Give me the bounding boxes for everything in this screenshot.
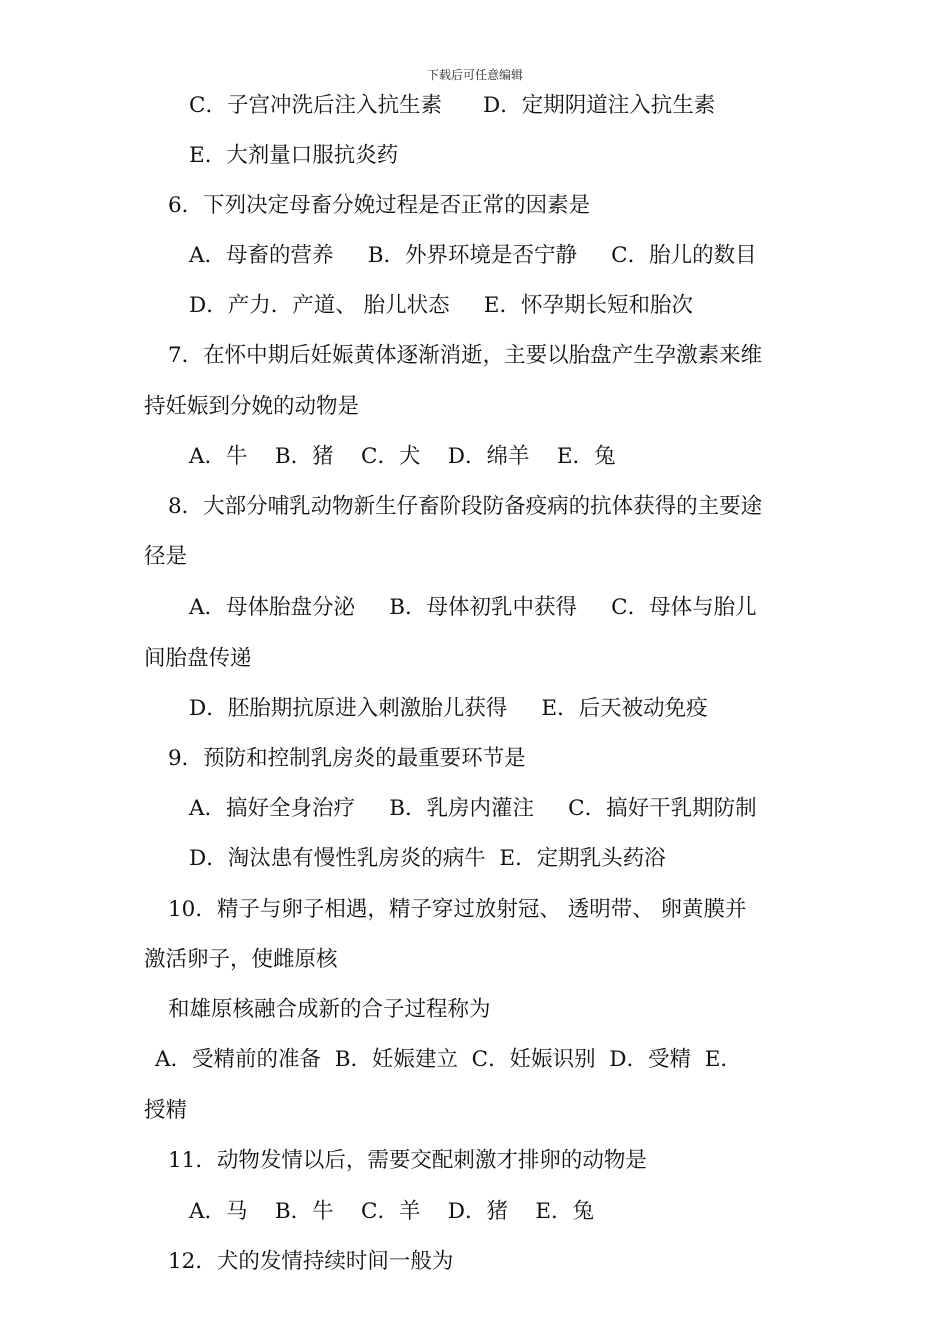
text-line: 12．犬的发情持续时间一般为 (168, 1249, 454, 1274)
text-line: A．受精前的准备 B．妊娠建立 C．妊娠识别 D．受精 E． (155, 1047, 742, 1072)
text-line: A．搞好全身治疗 B．乳房内灌注 C．搞好干乳期防制 (189, 796, 757, 821)
text-line: E．大剂量口服抗炎药 (189, 143, 399, 168)
text-line: 10．精子与卵子相遇，精子穿过放射冠、 透明带、 卵黄膜并 (168, 897, 747, 922)
text-line: C．子宫冲洗后注入抗生素 D．定期阴道注入抗生素 (189, 93, 716, 118)
text-line: A．马 B．牛 C．羊 D．猪 E．兔 (189, 1199, 595, 1224)
text-line: A．母畜的营养 B．外界环境是否宁静 C．胎儿的数目 (189, 243, 757, 268)
text-line: 7．在怀中期后妊娠黄体逐渐消逝，主要以胎盘产生孕激素来维 (168, 343, 763, 368)
text-line: D．淘汰患有慢性乳房炎的病牛 E．定期乳头药浴 (189, 846, 666, 871)
page-header: 下载后可任意编辑 (426, 68, 523, 82)
text-line: 授精 (144, 1098, 188, 1123)
text-line: 9．预防和控制乳房炎的最重要环节是 (168, 746, 526, 771)
text-line: 11．动物发情以后，需要交配刺激才排卵的动物是 (168, 1148, 647, 1173)
text-line: 径是 (144, 544, 188, 569)
text-line: A．牛 B．猪 C．犬 D．绵羊 E．兔 (189, 444, 616, 469)
text-line: 持妊娠到分娩的动物是 (144, 394, 360, 419)
text-line: D．产力．产道、 胎儿状态 E．怀孕期长短和胎次 (189, 293, 693, 318)
text-line: 间胎盘传递 (144, 646, 252, 671)
text-line: 8．大部分哺乳动物新生仔畜阶段防备疫病的抗体获得的主要途 (168, 494, 763, 519)
text-line: A．母体胎盘分泌 B．母体初乳中获得 C．母体与胎儿 (189, 595, 757, 620)
text-line: 和雄原核融合成新的合子过程称为 (168, 997, 491, 1022)
text-line: D．胚胎期抗原进入刺激胎儿获得 E．后天被动免疫 (189, 696, 708, 721)
text-line: 6．下列决定母畜分娩过程是否正常的因素是 (168, 193, 591, 218)
text-line: 激活卵子，使雌原核 (144, 947, 338, 972)
